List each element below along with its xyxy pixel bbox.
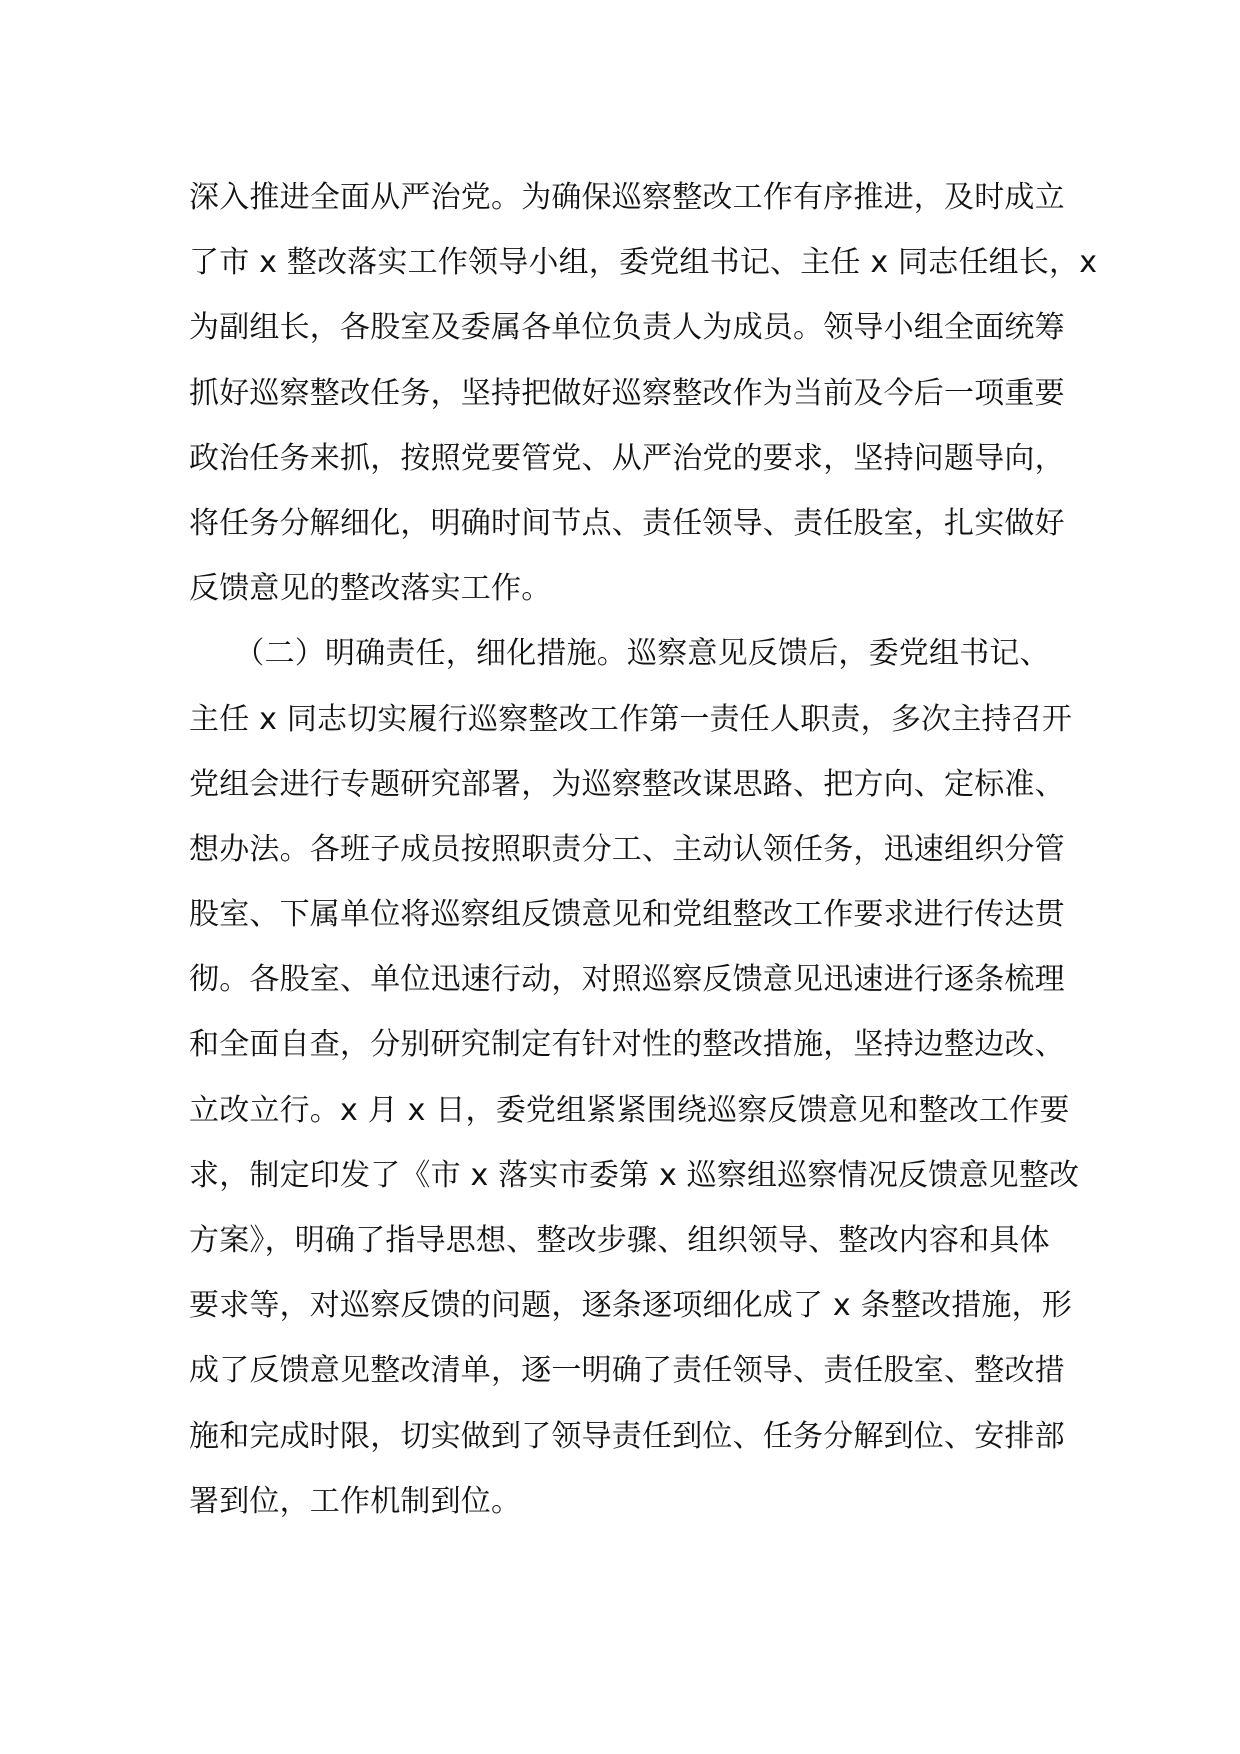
text-line: 署到位，工作机制到位。 <box>189 1483 522 1519</box>
text-line: 政治任务来抓，按照党要管党、从严治党的要求，坚持问题导向， <box>189 440 1065 476</box>
text-line: 想办法。各班子成员按照职责分工、主动认领任务，迅速组织分管 <box>189 831 1065 867</box>
text-line: 深入推进全面从严治党。为确保巡察整改工作有序推进，及时成立 <box>189 180 1065 215</box>
text-line: 抓好巡察整改任务，坚持把做好巡察整改作为当前及今后一项重要 <box>189 375 1065 411</box>
text-line: 方案》，明确了指导思想、整改步骤、组织领导、整改内容和具体 <box>189 1223 1050 1258</box>
text-line: 股室、下属单位将巡察组反馈意见和党组整改工作要求进行传达贯 <box>189 897 1065 933</box>
text-line: 党组会进行专题研究部署，为巡察整改谋思路、把方向、定标准、 <box>189 766 1065 802</box>
text-line: 将任务分解细化，明确时间节点、责任领导、责任股室，扎实做好 <box>189 505 1065 541</box>
text-line: 反馈意见的整改落实工作。 <box>189 571 552 607</box>
text-line: 施和完成时限，切实做到了领导责任到位、任务分解到位、安排部 <box>189 1418 1065 1454</box>
text-line: 求，制定印发了《市 x 落实市委第 x 巡察组巡察情况反馈意见整改 <box>189 1157 1080 1193</box>
text-line: 立改立行。x 月 x 日，委党组紧紧围绕巡察反馈意见和整改工作要 <box>189 1092 1070 1128</box>
text-line: （二）明确责任，细化措施。巡察意见反馈后，委党组书记、 <box>189 636 1050 672</box>
text-line: 彻。各股室、单位迅速行动，对照巡察反馈意见迅速进行逐条梳理 <box>189 962 1065 998</box>
text-line: 为副组长，各股室及委属各单位负责人为成员。领导小组全面统筹 <box>189 310 1065 346</box>
text-line: 了市 x 整改落实工作领导小组，委党组书记、主任 x 同志任组长，x <box>189 245 1098 281</box>
text-line: 主任 x 同志切实履行巡察整改工作第一责任人职责，多次主持召开 <box>189 701 1073 737</box>
document-body <box>189 165 1098 1534</box>
text-line: 要求等，对巡察反馈的问题，逐条逐项细化成了 x 条整改措施，形 <box>189 1288 1073 1324</box>
text-line: 成了反馈意见整改清单，逐一明确了责任领导、责任股室、整改措 <box>189 1353 1065 1389</box>
text-line: 和全面自查，分别研究制定有针对性的整改措施，坚持边整边改、 <box>189 1027 1065 1063</box>
